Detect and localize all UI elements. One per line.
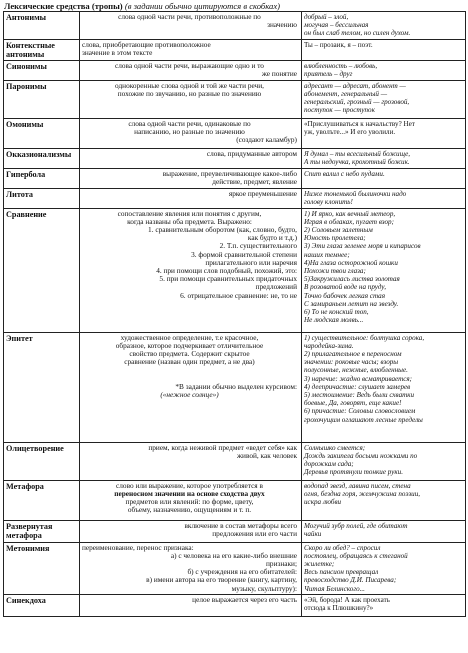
table-row xyxy=(4,442,466,480)
tropes-table xyxy=(3,11,466,617)
example-cell: Я думал – ты всесильный божище, А ты недоучка, крохотный божик. xyxy=(302,148,466,168)
example-cell: Спит валил с небо пудами. xyxy=(302,168,466,188)
table-row xyxy=(4,520,466,542)
heading-note: (в задании обычно цитируются в скобках) xyxy=(124,1,280,11)
term-cell: Развернутая метафора xyxy=(4,520,80,542)
term-cell: Синекдоха xyxy=(4,594,80,616)
example-cell: добрый – злой, могучая – бессильная он был слаб телом, но силен духом. xyxy=(302,12,466,40)
table-row xyxy=(4,148,466,168)
definition-cell: прием, когда неживой предмет «ведет себя» как живой, как человек xyxy=(80,442,302,480)
example-cell: 1) существительное: болтушка сорока, чародейка-зима. 2) прилагательное в переносном значении: роковые часы; взоры полусонные, нежные, влюбленные. 3) наречие: жадно всматривается; 4) деепричастие: слушает замерев 5) местоимение: Ведь были схватки боевые, Да, говорят, еще какие! 6) причастие: Соловьи словословием грохочущим оглашают лесные пределы xyxy=(302,332,466,442)
term-cell: Эпитет xyxy=(4,332,80,442)
document-heading xyxy=(4,1,280,11)
term-cell: Антонимы xyxy=(4,12,80,40)
table-row xyxy=(4,118,466,148)
definition-cell: слова, приобретающие противоположное значение в этом тексте xyxy=(80,39,302,60)
term-cell: Метонимия xyxy=(4,542,80,594)
table-row xyxy=(4,208,466,332)
definition-cell: включение в состав метафоры всего предложения или его части xyxy=(80,520,302,542)
table-row xyxy=(4,80,466,118)
definition-cell: слова одной части речи, противоположные по значению xyxy=(80,12,302,40)
definition-cell: однокоренные слова одной и той же части речи, похожие по звучанию, но разные по значению xyxy=(80,80,302,118)
example-cell: водопад звезд, лавина писем, стена огня, бездна горя, жемчужина поэзии, искра любви xyxy=(302,480,466,520)
term-cell: Контекстные антонимы xyxy=(4,39,80,60)
definition-cell: слово или выражение, которое употребляется в переносном значении на основе сходства двух предметов или явлений: по форме, цвету, объему, назначению, ощущениям и т. п. xyxy=(80,480,302,520)
example-cell: 1) И ярко, как вечный метеор, Играя в облаках, пугает взор; 2) Соловьем залетным Юность пролетела; 3) Эти глаза зеленее моря и кипарисов наших темнее; 4)На глаза осторожной кошки Похожи твои глаза; 5)Закружилась листва золотая В розоватой воде на пруду, Точно бабочек легкая стая С замираньем летит на звезду. 6) То не конский топ, Не людская молвь... xyxy=(302,208,466,332)
table-row xyxy=(4,332,466,442)
term-cell: Паронимы xyxy=(4,80,80,118)
definition-cell: слова, придуманные автором xyxy=(80,148,302,168)
example-cell: «Прислушиваться к начальству? Нет уж, уволъте...» И его уволили. xyxy=(302,118,466,148)
definition-cell: выражение, преувеличивающее какое-либо действие, предмет, явление xyxy=(80,168,302,188)
term-cell: Олицетворение xyxy=(4,442,80,480)
example-cell: «Эй, борода! А как проехать отсюда к Плюшкину?» xyxy=(302,594,466,616)
table-row xyxy=(4,594,466,616)
example-cell: влюбленность – любовь, приятель – друг xyxy=(302,60,466,80)
definition-cell: слова одной части речи, выражающие одно и то же понятие xyxy=(80,60,302,80)
definition-cell: сопоставление явления или понятия с другим, когда названы оба предмета. Выражено: 1. сравнительным оборотом (как, словно, будто, как будто и т.д.) 2. Т.п. существительного 3. формой сравнительной степени прилагательного или наречия 4. при помощи слов подобный, похожий, это: 5. при помощи сравнительных придаточных предложений 6. отрицательное сравнение: не, то не xyxy=(80,208,302,332)
table-row xyxy=(4,39,466,60)
example-cell: Ты – прозаик, я – поэт. xyxy=(302,39,466,60)
example-cell: Могучий зубр полей, где обитают чайки xyxy=(302,520,466,542)
definition-cell: целое выражается через его часть xyxy=(80,594,302,616)
term-cell: Гипербола xyxy=(4,168,80,188)
term-cell: Сравнение xyxy=(4,208,80,332)
table-row xyxy=(4,12,466,40)
table-row xyxy=(4,168,466,188)
example-cell: Солнышко смеется; Дождь закипела босыми ножками по дорожкам сада; Деревья протянули тонкие руки. xyxy=(302,442,466,480)
term-cell: Окказионализмы xyxy=(4,148,80,168)
definition-cell: художественное определение, т.е красочное, образное, которое подчеркивает отличительное свойство предмета. Содержит скрытое сравнение (назван один предмет, а не два) *В задании обычно выделен курсивом: («нежное солнце») xyxy=(80,332,302,442)
definition-cell: яркое преуменьшение xyxy=(80,188,302,208)
term-cell: Метафора xyxy=(4,480,80,520)
definition-cell: переименование, перенос признака: а) с человека на его какие-либо внешние признаки; б) с учреждения на его обитателей: в) имени автора на его творение (книгу, картину, музыку, скульптуру): xyxy=(80,542,302,594)
table-row xyxy=(4,188,466,208)
table-row xyxy=(4,60,466,80)
term-cell: Синонимы xyxy=(4,60,80,80)
example-cell: адресант — адресат, абонент — абонемент, генеральный — генеральский, грозный — грозовой, поступок — проступок xyxy=(302,80,466,118)
table-row xyxy=(4,542,466,594)
table-row xyxy=(4,480,466,520)
term-cell: Омонимы xyxy=(4,118,80,148)
heading-title: Лексические средства (тропы) xyxy=(4,1,123,11)
example-cell: Скоро ли обед? – спросил постоялец, обращаясь к стеганой жилетке; Весь пансион превращал превосходство Д.И. Писарева; Читая Белинского... xyxy=(302,542,466,594)
example-cell: Ниже тоненькой былиночки надо голову клонить! xyxy=(302,188,466,208)
term-cell: Литота xyxy=(4,188,80,208)
definition-cell: слова одной части речи, одинаковые по написанию, но разные по значению (создают каламбур) xyxy=(80,118,302,148)
